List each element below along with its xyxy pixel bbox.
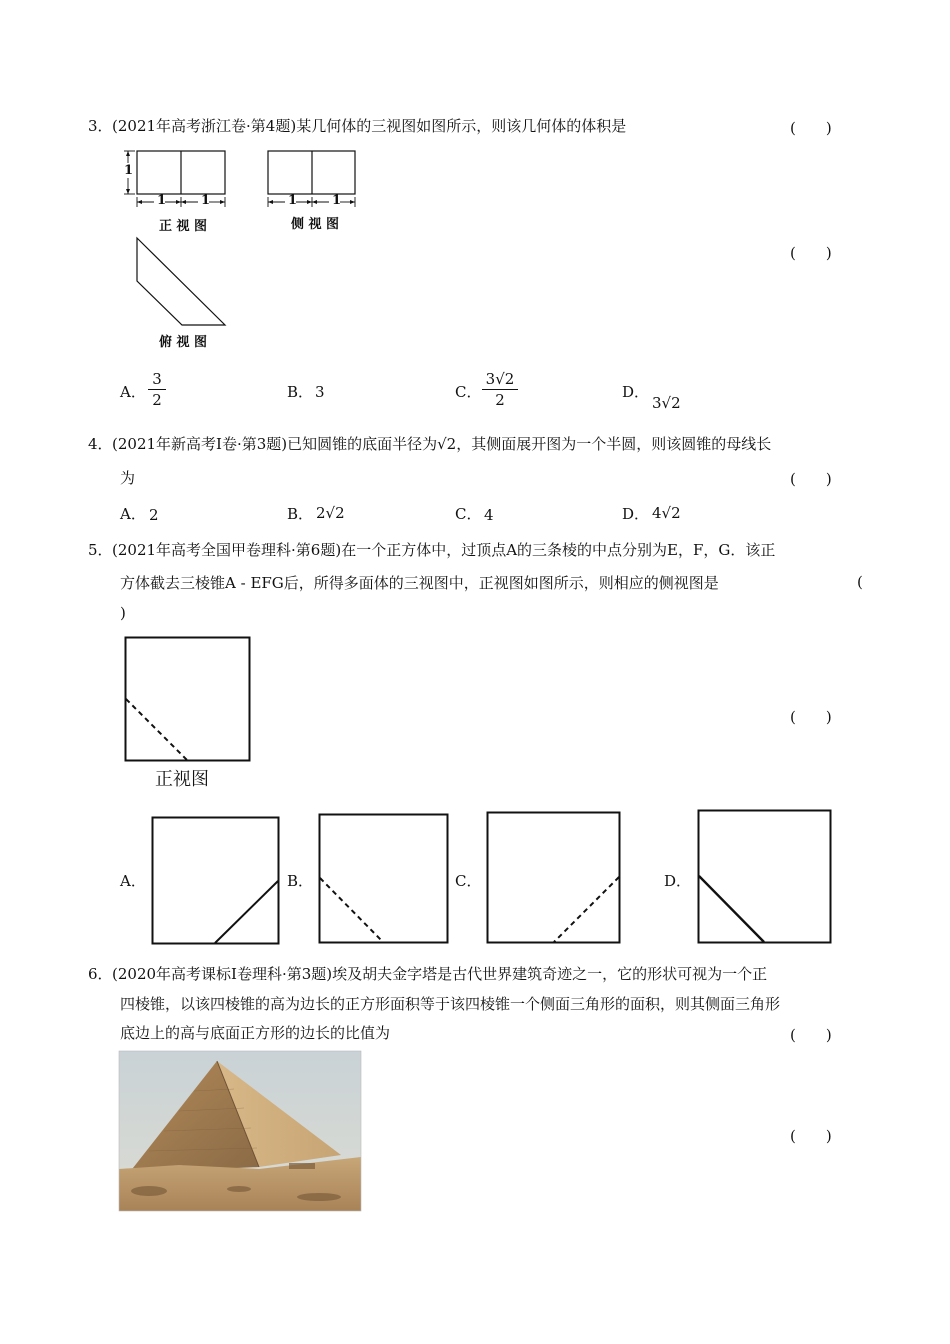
q4-option-c-value: 4	[484, 506, 494, 524]
front-view-caption: 正 视 图	[159, 219, 208, 234]
q3-option-b-label[interactable]: B．	[287, 383, 314, 401]
q5-option-b-label[interactable]: B．	[287, 872, 314, 890]
q3-option-a-label[interactable]: A．	[120, 383, 146, 401]
q3-three-views-figure	[118, 145, 368, 350]
q5-text-line1: (2021年高考全国甲卷理科·第6题)在一个正方体中，过顶点A的三条棱的中点分别为E，F，G．该正	[112, 541, 776, 559]
q6-answer-paren: ( )	[790, 1026, 832, 1044]
q3-option-d-value: 3√2	[652, 394, 681, 412]
dim-label-front-right: 1	[201, 193, 211, 208]
q4-option-b-label[interactable]: B．	[287, 505, 314, 523]
q3-option-c-label[interactable]: C．	[455, 383, 482, 401]
q3-option-d-label[interactable]: D．	[622, 383, 650, 401]
q5-paren-open: (	[857, 573, 863, 591]
dim-label-side-right: 1	[332, 193, 342, 208]
q5-option-a-label[interactable]: A．	[120, 872, 146, 890]
q5-option-a-figure[interactable]	[151, 816, 281, 946]
q4-option-d-value: 4√2	[652, 504, 681, 522]
q3-option-a-numerator: 3	[152, 370, 162, 388]
q4-text-line2: 为	[120, 469, 136, 487]
q3-option-a-fraction	[148, 370, 166, 409]
q4-answer-paren: ( )	[790, 470, 832, 488]
q6-text-line2: 四棱锥，以该四棱锥的高为边长的正方形面积等于该四棱锥一个侧面三角形的面积，则其侧面三角形	[120, 995, 781, 1013]
q5-answer-paren-2: ( )	[790, 708, 832, 726]
q6-text-line3: 底边上的高与底面正方形的边长的比值为	[120, 1024, 391, 1042]
q3-option-a-denominator: 2	[152, 391, 162, 409]
q3-option-c-denominator: 2	[495, 391, 505, 409]
q5-front-view-caption: 正视图	[155, 769, 209, 790]
fraction-bar	[148, 389, 166, 390]
q5-option-d-label[interactable]: D．	[664, 872, 692, 890]
q5-option-d-figure[interactable]	[697, 809, 833, 945]
dim-label-front-left: 1	[157, 193, 167, 208]
q3-answer-paren-2: ( )	[790, 244, 832, 262]
q3-text: (2021年高考浙江卷·第4题)某几何体的三视图如图所示，则该几何体的体积是	[112, 117, 627, 135]
q5-option-c-figure[interactable]	[486, 811, 622, 945]
q4-text-line1: (2021年新高考Ⅰ卷·第3题)已知圆锥的底面半径为√2，其侧面展开图为一个半圆，则该圆锥的母线长	[112, 435, 772, 453]
q5-option-b-figure[interactable]	[318, 813, 450, 945]
q5-number: 5．	[88, 541, 113, 559]
q3-answer-paren: ( )	[790, 119, 832, 137]
q4-option-b-value: 2√2	[316, 504, 345, 522]
q6-number: 6．	[88, 965, 113, 983]
q4-option-d-label[interactable]: D．	[622, 505, 650, 523]
side-view-caption: 侧 视 图	[291, 217, 340, 232]
q4-option-a-value: 2	[149, 506, 159, 524]
q3-option-b-value: 3	[315, 383, 325, 401]
q4-option-a-label[interactable]: A．	[120, 505, 146, 523]
top-view-caption: 俯 视 图	[159, 335, 208, 350]
q5-option-c-label[interactable]: C．	[455, 872, 482, 890]
q3-option-c-numerator: 3√2	[485, 370, 515, 388]
pyramid-photo	[119, 1051, 361, 1211]
q3-number: 3．	[88, 117, 113, 135]
q6-answer-paren-2: ( )	[790, 1127, 832, 1145]
q4-number: 4．	[88, 435, 113, 453]
q5-paren-close: )	[120, 604, 126, 622]
dim-label-side-left: 1	[288, 193, 298, 208]
q4-option-c-label[interactable]: C．	[455, 505, 482, 523]
dim-label-height: 1	[124, 163, 134, 178]
q6-text-line1: (2020年高考课标Ⅰ卷理科·第3题)埃及胡夫金字塔是古代世界建筑奇迹之一，它的形状可视为一个正	[112, 965, 768, 983]
q5-text-line2: 方体截去三棱锥A - EFG后，所得多面体的三视图中，正视图如图所示，则相应的侧视图是	[120, 574, 719, 592]
q3-option-c-fraction	[482, 370, 518, 409]
fraction-bar	[482, 389, 518, 390]
q5-front-view-figure	[124, 636, 252, 764]
